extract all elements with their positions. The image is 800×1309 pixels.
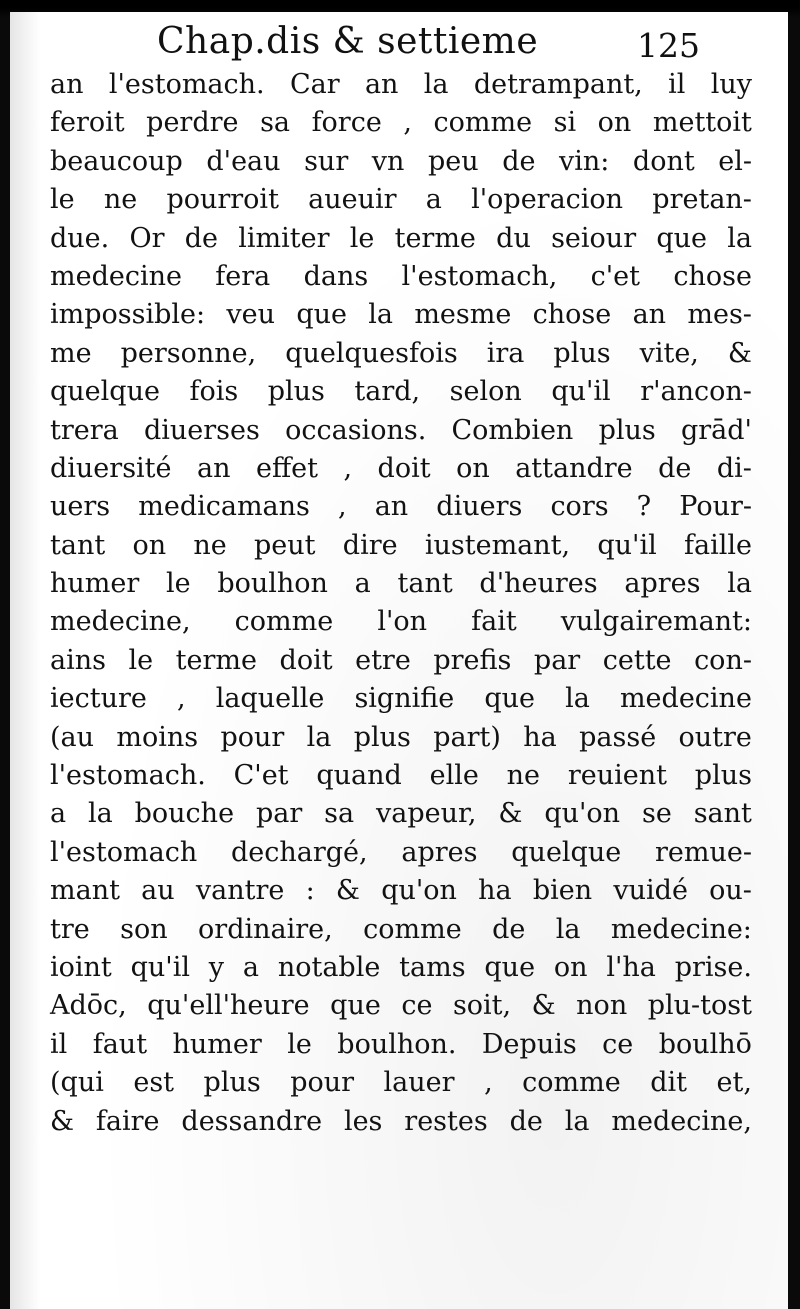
- text-line: l'estomach dechargé, apres quelque remue-: [50, 836, 752, 868]
- text-line: ioint qu'il y a notable tams que on l'ha prise.: [50, 951, 752, 983]
- body-text: [50, 66, 752, 1141]
- text-line: me personne, quelquesfois ira plus vite, &: [50, 337, 752, 369]
- text-line: tre son ordinaire, comme de la medecine:: [50, 913, 752, 945]
- chapter-title: Chap.dis & settieme: [157, 21, 539, 62]
- text-line: mant au vantre : & qu'on ha bien vuidé ou-: [50, 875, 752, 907]
- text-line: medecine fera dans l'estomach, c'et chose: [50, 260, 752, 292]
- text-line: feroit perdre sa force , comme si on mettoit: [50, 107, 752, 139]
- text-line: an l'estomach. Car an la detrampant, il luy: [50, 69, 752, 100]
- text-line: quelque fois plus tard, selon qu'il r'ancon-: [50, 376, 752, 408]
- text-line: impossible: veu que la mesme chose an mes-: [50, 299, 752, 331]
- text-line: & faire dessandre les restes de la medecine,: [50, 1105, 752, 1137]
- text-line: iecture , laquelle signifie que la medecine: [50, 683, 752, 715]
- text-line: ains le terme doit etre prefis par cette con-: [50, 644, 752, 676]
- text-line: (au moins pour la plus part) ha passé outre: [50, 721, 752, 753]
- text-line: (qui est plus pour lauer , comme dit et,: [50, 1067, 752, 1099]
- text-line: Adōc, qu'ell'heure que ce soit, & non plu-tost: [50, 990, 752, 1022]
- page-number: 125: [637, 26, 700, 65]
- text-line: due. Or de limiter le terme du seiour que la: [50, 222, 752, 254]
- text-line: humer le boulhon a tant d'heures apres la: [50, 568, 752, 600]
- text-line: il faut humer le boulhon. Depuis ce boulhō: [50, 1028, 752, 1060]
- text-line: uers medicamans , an diuers cors ? Pour-: [50, 491, 752, 523]
- text-line: a la bouche par sa vapeur, & qu'on se sant: [50, 798, 752, 830]
- text-line: medecine, comme l'on fait vulgairemant:: [50, 606, 752, 638]
- text-line: trera diuerses occasions. Combien plus grād': [50, 414, 752, 446]
- text-line: beaucoup d'eau sur vn peu de vin: dont el-: [50, 145, 752, 177]
- text-line: le ne pourroit aueuir a l'operacion pretan-: [50, 184, 752, 216]
- show-through-text: [70, 1122, 750, 1292]
- text-line: diuersité an effet , doit on attandre de di-: [50, 452, 752, 484]
- text-line: l'estomach. C'et quand elle ne reuient plus: [50, 760, 752, 792]
- book-page: [10, 12, 788, 1309]
- text-line: tant on ne peut dire iustemant, qu'il faille: [50, 529, 752, 561]
- running-head: [10, 20, 788, 72]
